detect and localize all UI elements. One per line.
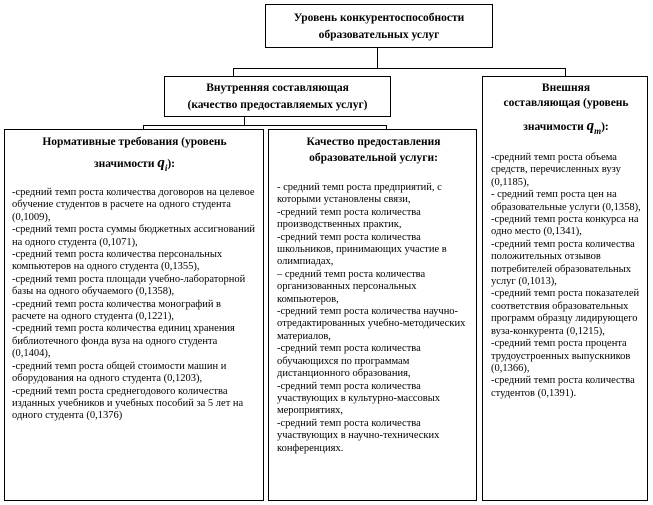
normative-significance-line — [12, 155, 257, 176]
normative-requirements-box — [4, 129, 264, 501]
list-item: -средний темп роста количества монографий в расчете на одного студента (0,1221), — [12, 298, 222, 323]
list-item: -средний темп роста количества персональных компьютеров на одного студента (0,1355), — [12, 249, 223, 273]
list-item: -средний темп роста общей стоимости машин и оборудования на одного студента (0,1203), — [12, 360, 227, 385]
list-item: -средний темп роста количества обучающихся по программам дистанционного образования, — [277, 343, 421, 380]
internal-title-line2: (качество предоставляемых услуг) — [187, 99, 368, 111]
external-significance-label: значимости — [523, 121, 584, 133]
list-item: -средний темп роста количества производственных практик, — [277, 206, 421, 231]
list-item: -средний темп роста конкурса на одно место (0,1341), — [491, 214, 639, 238]
connector-top-vertical — [377, 48, 378, 69]
normative-significance-label: значимости — [93, 158, 155, 170]
competitiveness-level-box — [265, 4, 493, 48]
list-item: -средний темп роста площади учебно-лабораторной базы на одного обучаемого (0,1358), — [12, 273, 246, 298]
quality-title-line1: Качество предоставления — [306, 136, 441, 148]
normative-title-line1: Нормативные требования (уровень — [42, 136, 227, 148]
connector-external-drop — [565, 68, 566, 76]
external-suffix: ): — [601, 121, 609, 133]
list-item: -средний темп роста количества участвующих в культурно-массовых мероприятиях, — [277, 380, 441, 417]
external-component-box — [482, 76, 648, 501]
list-item: -средний темп роста процента трудоустроенных выпускников (0,1366), — [491, 338, 631, 374]
normative-q-subscript: i — [164, 163, 168, 173]
list-item: - средний темп роста предприятий, с которыми установлены связи, — [277, 182, 442, 206]
list-item: -средний темп роста среднегодового количества изданных учебников и учебных пособий за 5 лет на одного студента (0,1376) — [12, 385, 244, 422]
normative-suffix: ): — [167, 158, 176, 170]
external-title-line1: Внешняя — [541, 82, 591, 94]
list-item: -средний темп роста количества студентов (0,1391). — [491, 375, 635, 399]
connector-internal-horizontal — [143, 125, 387, 126]
external-items-list — [491, 152, 641, 400]
normative-q-symbol — [157, 155, 167, 171]
list-item: -средний темп роста показателей соответствия образовательных программ образцу лидирующего вуза-конкурента (0,1215), — [491, 288, 640, 337]
list-item: -средний темп роста количества договоров на целевое обучение студентов в расчете на одного студента (0,1009), — [12, 187, 255, 223]
quality-title-line2: образовательной услуги: — [309, 152, 438, 164]
list-item: -средний темп роста количества школьников, принимающих участие в олимпиадах, — [277, 231, 447, 268]
external-q-letter: q — [586, 118, 595, 134]
connector-top-horizontal — [233, 68, 566, 69]
list-item: - средний темп роста цен на образовательные услуги (0,1358), — [491, 189, 641, 213]
connector-internal-drop — [233, 68, 234, 76]
quality-items-list — [277, 182, 470, 455]
external-header — [491, 81, 641, 139]
competitiveness-title-line2: образовательных услуг — [318, 29, 440, 41]
external-title-line2: составляющая (уровень — [503, 97, 629, 109]
external-significance-line — [491, 119, 641, 139]
service-quality-box — [268, 129, 477, 501]
list-item: -средний темп роста количества положительных отзывов потребителей образовательных услуг (0,1013), — [491, 238, 635, 288]
external-q-symbol — [587, 118, 602, 134]
competitiveness-title-line1: Уровень конкурентоспособности — [293, 12, 465, 24]
internal-component-box — [164, 76, 391, 117]
list-item: -средний темп роста объема средств, перечисленных вузу (0,1185), — [491, 152, 621, 188]
list-item: – средний темп роста количества организованных персональных компьютеров, — [277, 268, 426, 305]
normative-header — [12, 134, 257, 176]
list-item: -средний темп роста суммы бюджетных ассигнований на одного студента (0,1071), — [12, 224, 255, 248]
quality-header — [277, 134, 470, 166]
external-q-subscript: m — [594, 126, 602, 136]
list-item: -средний темп роста количества участвующих в научно-технических конференциях. — [277, 417, 440, 454]
list-item: -средний темп роста количества единиц хранения библиотечного фонда вуза на одного студента (0,1404), — [12, 323, 235, 360]
normative-q-letter: q — [157, 155, 165, 171]
internal-title-line1: Внутренняя составляющая — [206, 82, 349, 94]
normative-items-list — [12, 187, 257, 423]
list-item: -средний темп роста количества научно-отредактированных учебно-методических материалов, — [277, 306, 466, 342]
